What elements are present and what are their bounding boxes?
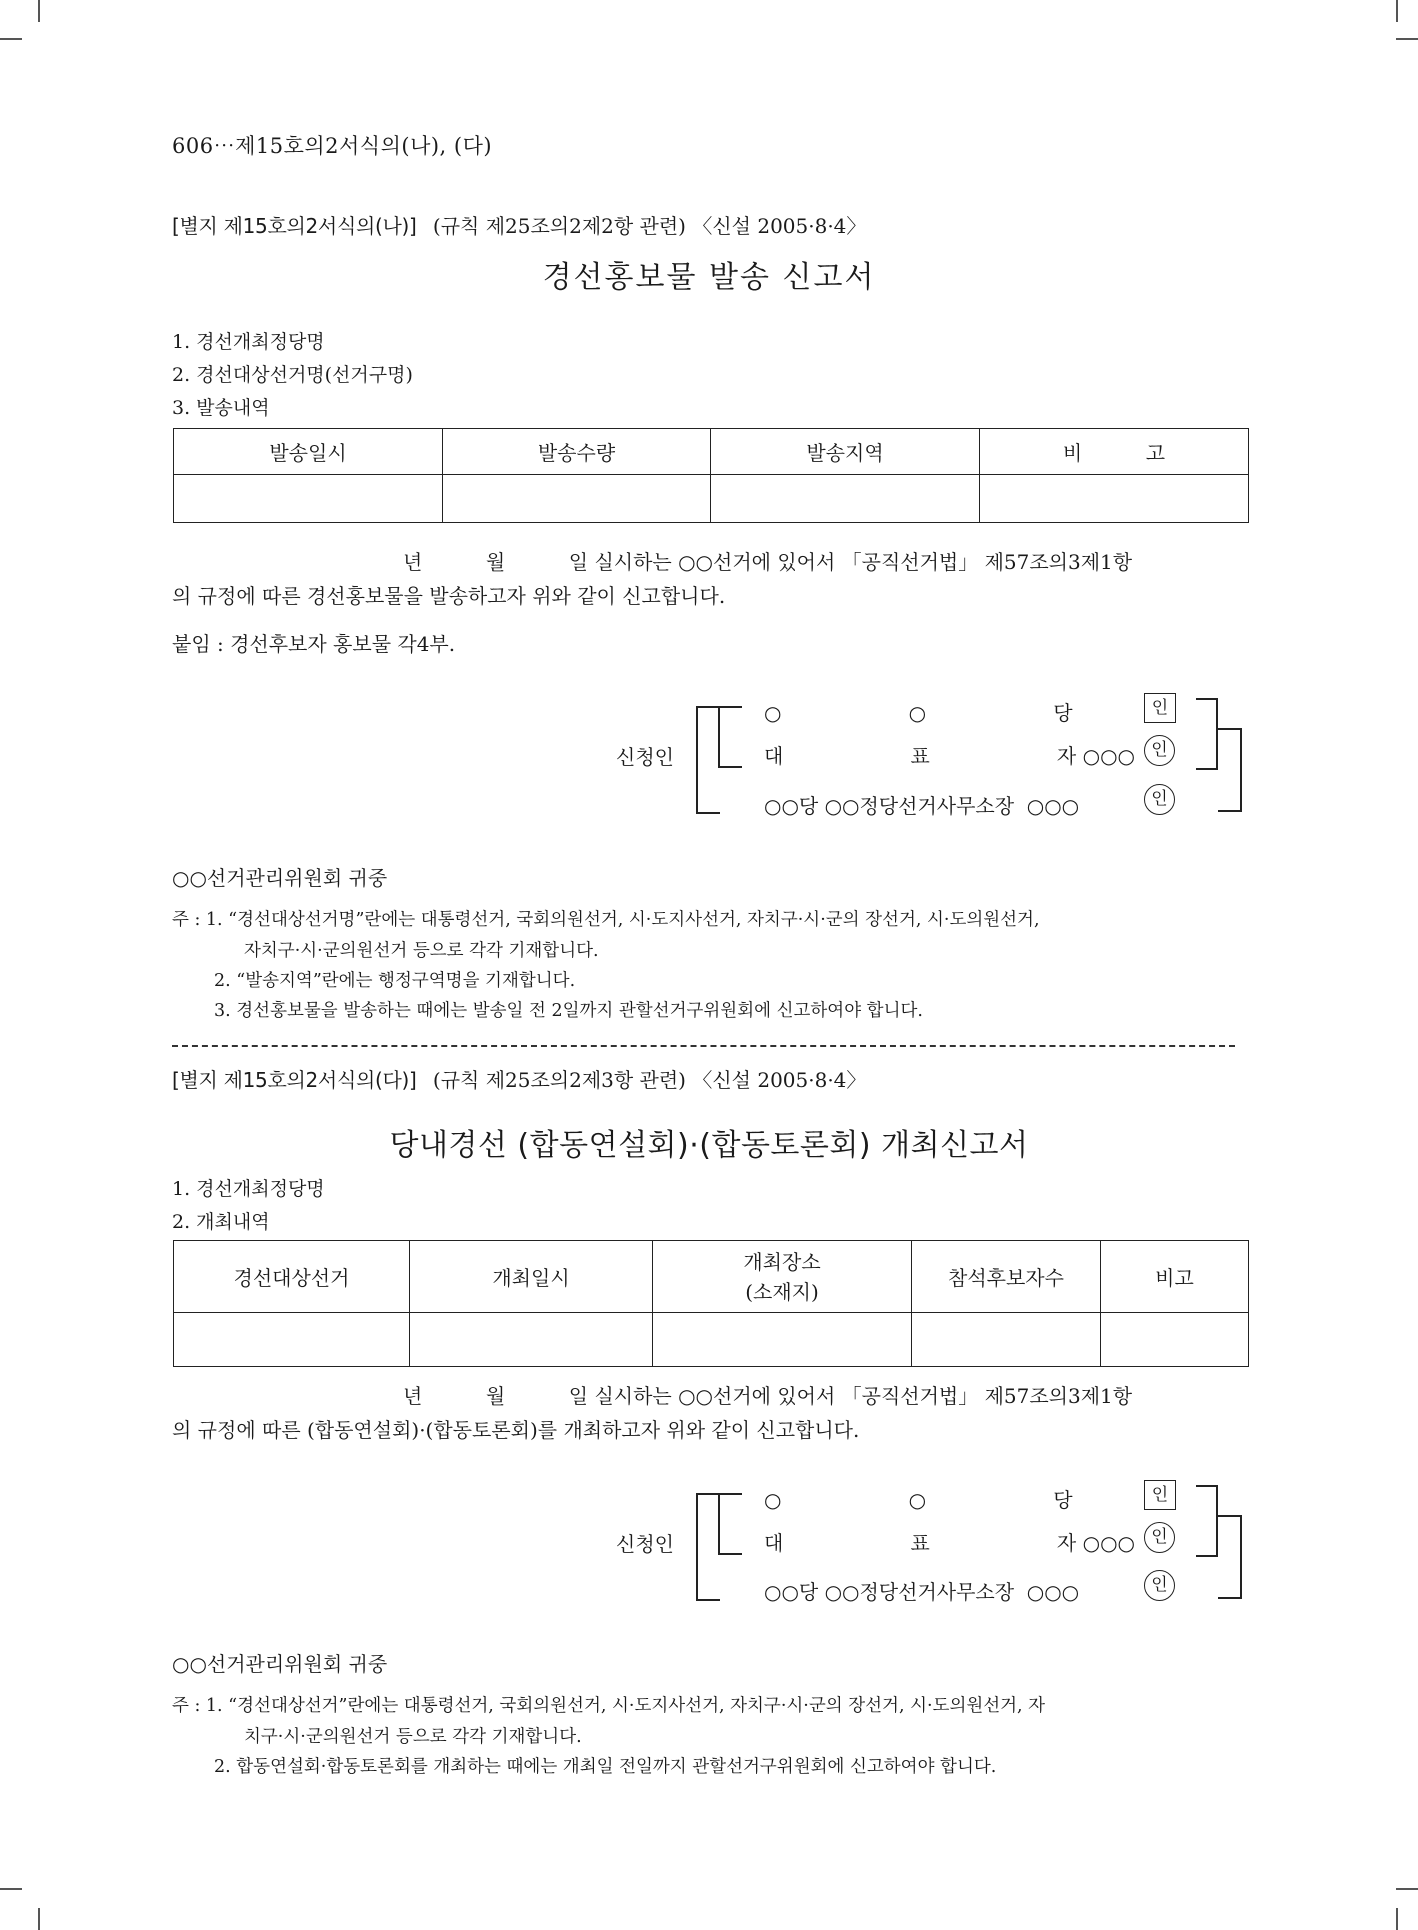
form-c-col-header: 참석후보자수 [912, 1241, 1101, 1313]
form-b-ref-label: [별지 제15호의2서식의(나)] [172, 214, 417, 238]
form-c-bracket-left [696, 1493, 720, 1601]
form-c-col-header: 개최일시 [410, 1241, 653, 1313]
form-c-item-1: 1. 경선개최정당명 [172, 1178, 325, 1200]
form-b-table [173, 428, 1249, 523]
crop-mark [1396, 1888, 1418, 1890]
form-c-item-2: 2. 개최내역 [172, 1211, 270, 1233]
form-b-cell [443, 475, 711, 523]
form-b-reference [172, 210, 866, 239]
form-b-item-1: 1. 경선개최정당명 [172, 331, 325, 353]
crop-mark [1396, 38, 1418, 40]
form-b-note-1: 주 : 1. “경선대상선거명”란에는 대통령선거, 국회의원선거, 시·도지사선거, 자치구·시·군의 장선거, 시·도의원선거, [172, 910, 1040, 930]
form-b-seal-square: 인 [1144, 693, 1176, 723]
form-c-col-header: 비고 [1101, 1241, 1249, 1313]
form-b-sig-line-1: ○ ○ 당 [764, 701, 1073, 725]
form-c-seal-square: 인 [1144, 1480, 1176, 1510]
form-b-sig-line-3: ○○당 ○○정당선거사무소장 ○○○ [764, 794, 1080, 818]
form-c-bracket-left-mid [718, 1493, 742, 1555]
crop-mark [1396, 0, 1398, 22]
form-b-note-1-cont: 자치구·시·군의원선거 등으로 각각 기재합니다. [244, 941, 599, 961]
form-c-ref-label: [별지 제15호의2서식의(다)] [172, 1068, 417, 1092]
form-c-cell [653, 1313, 912, 1367]
crop-mark [0, 1888, 22, 1890]
form-b-cell [980, 475, 1249, 523]
form-c-cell [174, 1313, 410, 1367]
form-b-bracket-left-mid [718, 706, 742, 768]
form-c-sig-line-2: 대 표 자 ○○○ [764, 1531, 1135, 1555]
form-b-statement-2: 의 규정에 따른 경선홍보물을 발송하고자 위와 같이 신고합니다. [172, 584, 726, 608]
form-c-cell [912, 1313, 1101, 1367]
form-b-applicant-label: 신청인 [616, 745, 674, 769]
form-c-seal-round: 인 [1144, 1570, 1175, 1601]
form-b-statement-1: 년 월 일 실시하는 ○○선거에 있어서 「공직선거법」 제57조의3제1항 [403, 550, 1133, 574]
form-c-bracket-right [1196, 1485, 1218, 1557]
form-c-sig-line-1: ○ ○ 당 [764, 1488, 1073, 1512]
form-c-title: 당내경선 (합동연설회)·(합동토론회) 개최신고서 [389, 1128, 1029, 1163]
form-b-item-3: 3. 발송내역 [172, 397, 270, 419]
form-b-cell [174, 475, 443, 523]
form-b-attachment: 붙임 : 경선후보자 홍보물 각4부. [172, 632, 456, 656]
section-divider [172, 1045, 1235, 1047]
form-c-statement-1: 년 월 일 실시하는 ○○선거에 있어서 「공직선거법」 제57조의3제1항 [403, 1384, 1133, 1408]
form-c-note-1-cont: 치구·시·군의원선거 등으로 각각 기재합니다. [244, 1727, 582, 1747]
form-c-table [173, 1240, 1249, 1367]
form-c-col-header: 개최장소 [743, 1249, 821, 1274]
form-b-col-header: 발송수량 [443, 429, 711, 475]
form-c-note-2: 2. 합동연설회·합동토론회를 개최하는 때에는 개최일 전일까지 관할선거구위원회에 신고하여야 합니다. [214, 1757, 997, 1777]
form-b-seal-round: 인 [1144, 784, 1175, 815]
form-c-applicant-label: 신청인 [616, 1532, 674, 1556]
crop-mark [0, 38, 22, 40]
form-b-bracket-right-outer [1218, 728, 1242, 812]
form-c-col-subheader: (소재지) [745, 1279, 819, 1304]
form-b-item-2: 2. 경선대상선거명(선거구명) [172, 364, 413, 386]
form-c-statement-2: 의 규정에 따른 (합동연설회)·(합동토론회)를 개최하고자 위와 같이 신고합니다. [172, 1418, 860, 1442]
form-c-addressee: ○○선거관리위원회 귀중 [172, 1652, 388, 1676]
form-b-col-header: 비 고 [980, 429, 1249, 475]
form-b-seal-round: 인 [1144, 735, 1175, 766]
form-c-cell [1101, 1313, 1249, 1367]
form-b-col-header: 발송일시 [174, 429, 443, 475]
form-c-seal-round: 인 [1144, 1522, 1175, 1553]
form-b-bracket-right [1196, 698, 1218, 770]
form-b-note-2: 2. “발송지역”란에는 행정구역명을 기재합니다. [214, 971, 576, 991]
form-b-cell [711, 475, 980, 523]
crop-mark [38, 0, 40, 22]
form-b-note-3: 3. 경선홍보물을 발송하는 때에는 발송일 전 2일까지 관할선거구위원회에 신고하여야 합니다. [214, 1001, 923, 1021]
form-c-col-header-venue [653, 1241, 912, 1313]
form-b-title: 경선홍보물 발송 신고서 [542, 260, 876, 295]
form-b-sig-line-2: 대 표 자 ○○○ [764, 744, 1135, 768]
form-b-addressee: ○○선거관리위원회 귀중 [172, 866, 388, 890]
form-c-bracket-right-outer [1218, 1515, 1242, 1599]
form-c-cell [410, 1313, 653, 1367]
form-c-note-1: 주 : 1. “경선대상선거”란에는 대통령선거, 국회의원선거, 시·도지사선거, 자치구·시·군의 장선거, 시·도의원선거, 자 [172, 1696, 1046, 1716]
form-b-ref-detail: (규칙 제25조의2제2항 관련) 〈신설 2005·8·4〉 [432, 214, 867, 238]
page-header: 606⋯제15호의2서식의(나), (다) [172, 134, 493, 158]
form-c-sig-line-3: ○○당 ○○정당선거사무소장 ○○○ [764, 1580, 1080, 1604]
form-c-col-header: 경선대상선거 [174, 1241, 410, 1313]
form-c-reference [172, 1064, 866, 1093]
crop-mark [38, 1908, 40, 1930]
form-c-ref-detail: (규칙 제25조의2제3항 관련) 〈신설 2005·8·4〉 [432, 1068, 867, 1092]
form-b-bracket-left [696, 706, 720, 814]
form-b-col-header: 발송지역 [711, 429, 980, 475]
crop-mark [1396, 1908, 1398, 1930]
